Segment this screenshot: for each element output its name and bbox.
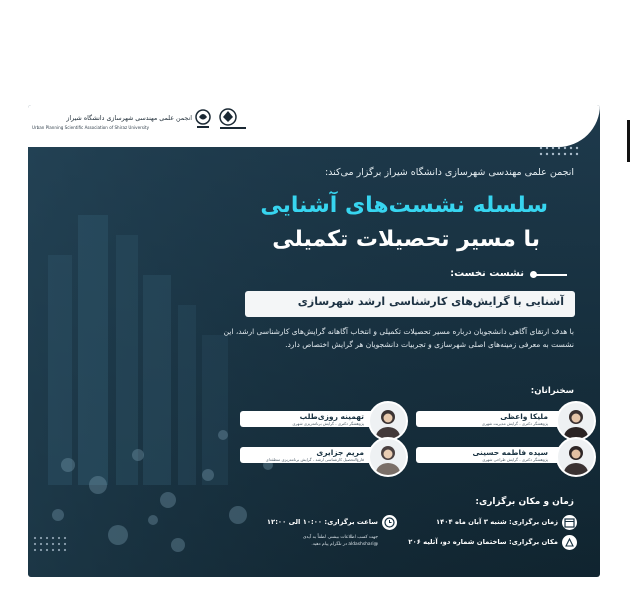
session-label: نشست نخست: [450, 268, 524, 279]
speaker-avatar [368, 401, 408, 441]
speaker-name: سیده فاطمه حسینی [472, 448, 548, 457]
poster-title-line2: با مسیر تحصیلات تکمیلی [272, 227, 540, 252]
speaker-avatar [556, 401, 596, 441]
speaker-card [416, 447, 574, 463]
side-edge-marker [627, 120, 630, 162]
association-logo-icon [194, 108, 212, 130]
contact-note-line2: @aldashshari در تلگرام پیام دهید. [311, 542, 378, 547]
speaker-name: ملیکا واعظی [500, 412, 548, 421]
poster-header [28, 105, 600, 147]
clock-icon [382, 515, 397, 530]
speaker-role: پژوهشگر دکتری - گرایش مدیریت شهری [481, 421, 548, 426]
event-description: با هدف ارتقای آگاهی دانشجویان درباره مسیر تحصیلات تکمیلی و انتخاب آگاهانه گرایش‌های کارشناسی ارشد، این نشست به معرفی زمینه‌های اصلی شهرسازی و تجربیات دانشجویان هر گرایش اختصاص دارد. [223, 327, 574, 350]
session-divider [533, 274, 567, 276]
intro-text: انجمن علمی مهندسی شهرسازی دانشگاه شیراز برگزار می‌کند: [324, 167, 574, 178]
event-time: ساعت برگزاری: ۱۰:۰۰ الی ۱۲:۰۰ [266, 518, 378, 526]
speaker-card [416, 411, 574, 427]
event-poster [28, 105, 600, 577]
time-place-title: زمان و مکان برگزاری: [475, 497, 574, 507]
event-date: زمان برگزاری: شنبه ۳ آبان ماه ۱۴۰۴ [436, 518, 558, 526]
speaker-name: تهمینه روزی‌طلب [299, 412, 364, 421]
event-place: مکان برگزاری: ساختمان شماره دو، آتلیه ۲۰۶ [408, 538, 558, 546]
calendar-icon [562, 515, 577, 530]
association-name-en: Urban Planning Scientific Association of Shiraz University [32, 125, 150, 130]
location-icon [562, 535, 577, 550]
contact-note-line1: جهت کسب اطلاعات بیشتر، لطفاً به آیدی [302, 535, 378, 540]
speaker-avatar [368, 437, 408, 477]
association-branding [28, 105, 228, 143]
speaker-role: فارغ‌التحصیل کارشناسی ارشد - گرایش برنامه‌ریزی منطقه‌ای [265, 457, 364, 462]
speaker-avatar [556, 437, 596, 477]
session-topic: آشنایی با گرایش‌های کارشناسی ارشد شهرسازی [297, 295, 564, 308]
university-logo-icon [216, 107, 250, 133]
speaker-role: پژوهشگر دکتری - گرایش طراحی شهری [482, 457, 548, 462]
speakers-title: سخنرانان: [530, 386, 574, 396]
dot-grid-decoration [538, 145, 582, 157]
association-name-fa: انجمن علمی مهندسی شهرسازی دانشگاه شیراز [66, 115, 192, 122]
poster-title-line1: سلسله نشست‌های آشنایی [260, 193, 548, 218]
speaker-role: پژوهشگر دکتری - گرایش برنامه‌ریزی شهری [292, 421, 364, 426]
speaker-name: مریم جزایری [316, 448, 364, 457]
session-bullet [530, 271, 537, 278]
dot-grid-decoration [32, 535, 70, 557]
